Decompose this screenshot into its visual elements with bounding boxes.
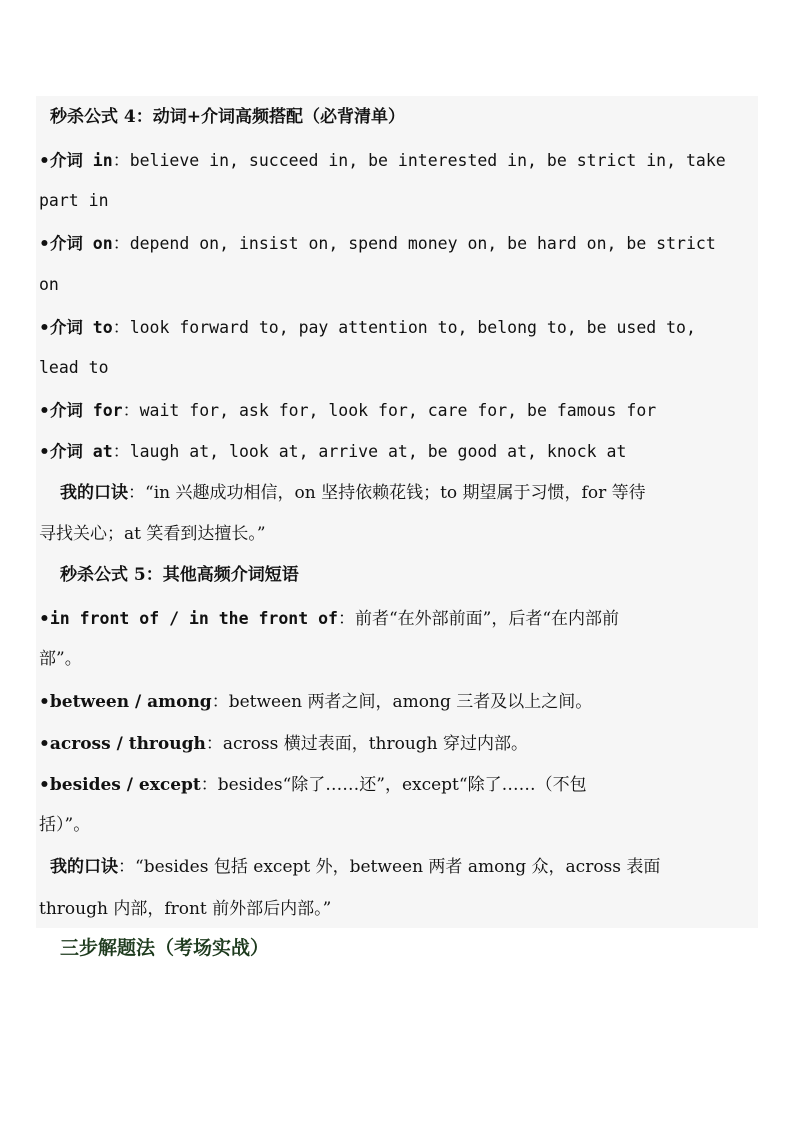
list-item-besides-cont: 括）”。: [39, 815, 91, 835]
mnemonic-4-cont: 寻找关心；at 笑看到达擅长。”: [39, 524, 266, 544]
bullet: •: [39, 318, 50, 338]
section4-title: 秒杀公式 4：动词+介词高频搭配（必背清单）: [50, 107, 405, 127]
list-item-in-cont: part in: [39, 191, 109, 210]
separator: ：: [211, 692, 229, 712]
bullet: •: [39, 401, 50, 421]
separator: ：: [122, 401, 140, 421]
mnemonic-text: “in 兴趣成功相信，on 坚持依赖花钱；to 期望属于习惯，for 等待: [145, 483, 646, 503]
list-item-at: [39, 442, 626, 462]
item-label: 介词 on: [49, 234, 113, 253]
list-item-between: [39, 692, 592, 712]
separator: ：: [112, 442, 130, 462]
item-label: besides / except: [49, 775, 201, 795]
item-label: across / through: [49, 734, 206, 754]
separator: ：: [112, 234, 130, 254]
item-text: depend on, insist on, spend money on, be hard on, be strict: [129, 234, 716, 253]
item-text: 前者“在外部前面”，后者“在内部前: [354, 609, 620, 629]
mnemonic-text: “besides 包括 except 外，between 两者 among 众，across 表面: [135, 857, 661, 877]
item-text: besides“除了……还”，except“除了……（不包: [217, 775, 587, 795]
bullet: •: [39, 151, 50, 171]
item-text: between 两者之间，among 三者及以上之间。: [228, 692, 593, 712]
list-item-for: [39, 401, 656, 421]
item-text: wait for, ask for, look for, care for, be famous for: [139, 401, 657, 420]
next-section-heading: 三步解题法（考场实战）: [60, 937, 270, 959]
bullet: •: [39, 442, 50, 462]
item-label: between / among: [49, 692, 212, 712]
separator: ：: [205, 734, 223, 754]
mnemonic-label: 我的口诀: [50, 857, 118, 877]
list-item-in: [39, 151, 726, 171]
separator: ：: [128, 483, 145, 503]
bullet: •: [39, 692, 50, 712]
item-label: 介词 for: [49, 401, 123, 420]
content-panel: [36, 96, 758, 928]
item-text: laugh at, look at, arrive at, be good at, knock at: [129, 442, 627, 461]
bullet: •: [39, 775, 50, 795]
separator: ：: [112, 318, 130, 338]
separator: ：: [200, 775, 218, 795]
item-label: 介词 at: [49, 442, 113, 461]
list-item-across: [39, 734, 528, 754]
list-item-on: [39, 234, 716, 254]
section5-title: 秒杀公式 5：其他高频介词短语: [60, 565, 299, 585]
item-text: across 横过表面，through 穿过内部。: [222, 734, 529, 754]
mnemonic-5-cont: through 内部，front 前外部后内部。”: [39, 899, 332, 919]
separator: ：: [337, 609, 355, 629]
bullet: •: [39, 609, 50, 629]
list-item-front-cont: 部”。: [39, 649, 82, 669]
item-label: 介词 to: [49, 318, 113, 337]
list-item-besides: [39, 775, 587, 795]
item-text: believe in, succeed in, be interested in, be strict in, take: [129, 151, 726, 170]
item-label: in front of / in the front of: [49, 609, 338, 628]
list-item-to-cont: lead to: [39, 358, 109, 377]
mnemonic-4: [60, 483, 646, 503]
separator: ：: [118, 857, 135, 877]
item-label: 介词 in: [49, 151, 113, 170]
bullet: •: [39, 234, 50, 254]
list-item-front: [39, 609, 619, 629]
item-text: look forward to, pay attention to, belong to, be used to,: [129, 318, 696, 337]
mnemonic-5: [50, 857, 660, 877]
mnemonic-label: 我的口诀: [60, 483, 128, 503]
list-item-on-cont: on: [39, 275, 59, 294]
separator: ：: [112, 151, 130, 171]
list-item-to: [39, 318, 696, 338]
bullet: •: [39, 734, 50, 754]
